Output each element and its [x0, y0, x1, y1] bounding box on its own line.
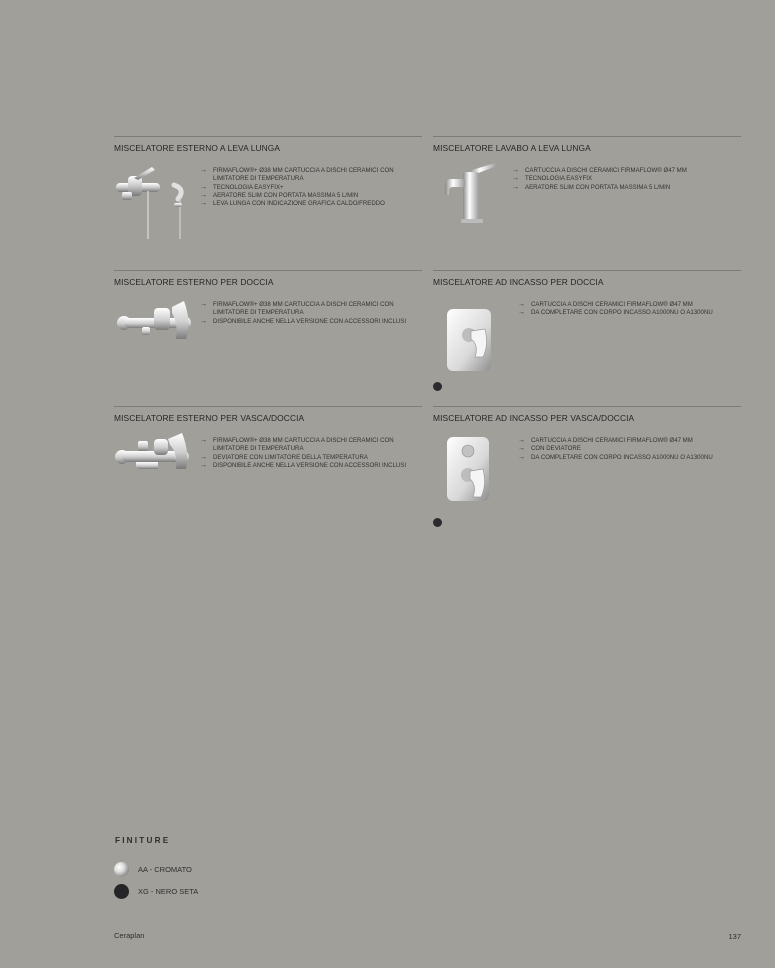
- feature-list: [518, 301, 713, 318]
- list-item: → DEVIATORE CON LIMITATORE DELLA TEMPERATURA: [200, 453, 368, 461]
- arrow-right-icon: →: [200, 317, 207, 325]
- arrow-right-icon: →: [518, 453, 525, 461]
- finiture-heading: FINITURE: [115, 836, 171, 845]
- product-block: [114, 406, 422, 469]
- finish-item-nero-seta: [114, 883, 198, 899]
- list-item: → AERATORE SLIM CON PORTATA MASSIMA 5 L/MIN: [512, 183, 671, 191]
- list-item: → FIRMAFLOW®+ Ø38 MM CARTUCCIA A DISCHI CERAMICI CON LIMITATORE DI TEMPERATURA: [200, 437, 394, 453]
- list-item: → DISPONIBILE ANCHE NELLA VERSIONE CON ACCESSORI INCLUSI: [200, 461, 407, 469]
- list-item: → FIRMAFLOW®+ Ø38 MM CARTUCCIA A DISCHI CERAMICI CON LIMITATORE DI TEMPERATURA: [200, 301, 394, 317]
- list-item: → TECNOLOGIA EASYFIX+: [200, 183, 284, 191]
- arrow-right-icon: →: [518, 437, 525, 444]
- product-block: [433, 270, 741, 317]
- finish-dot-nero-seta: [433, 382, 442, 391]
- finish-dot-nero-seta: [433, 518, 442, 527]
- list-item: → DISPONIBILE ANCHE NELLA VERSIONE CON ACCESSORI INCLUSI: [200, 317, 407, 325]
- finish-item-cromato: [114, 861, 192, 877]
- product-title: MISCELATORE AD INCASSO PER DOCCIA: [433, 277, 604, 287]
- product-block: [433, 406, 741, 461]
- product-title: MISCELATORE AD INCASSO PER VASCA/DOCCIA: [433, 413, 635, 423]
- feature-list: [200, 167, 422, 208]
- list-item: → DA COMPLETARE CON CORPO INCASSO A1000NU O A1300NU: [518, 309, 713, 317]
- list-item: → CON DEVIATORE: [518, 445, 581, 453]
- chrome-swatch-icon: [114, 862, 129, 877]
- list-item: → CARTUCCIA A DISCHI CERAMICI FIRMAFLOW® Ø47 MM: [518, 437, 693, 444]
- arrow-right-icon: →: [200, 437, 207, 444]
- arrow-right-icon: →: [512, 175, 519, 183]
- feature-list: [518, 437, 713, 462]
- arrow-right-icon: →: [512, 167, 519, 174]
- product-block: [114, 136, 422, 208]
- black-swatch-icon: [114, 884, 129, 899]
- product-title: MISCELATORE ESTERNO A LEVA LUNGA: [114, 143, 281, 153]
- arrow-right-icon: →: [512, 183, 519, 191]
- list-item: → DA COMPLETARE CON CORPO INCASSO A1000NU O A1300NU: [518, 453, 713, 461]
- list-item: → CARTUCCIA A DISCHI CERAMICI FIRMAFLOW® Ø47 MM: [512, 167, 687, 174]
- arrow-right-icon: →: [200, 453, 207, 461]
- shower-mixer-image: [114, 293, 194, 375]
- finish-label: AA - CROMATO: [138, 864, 192, 874]
- arrow-right-icon: →: [200, 167, 207, 174]
- product-title: MISCELATORE ESTERNO PER VASCA/DOCCIA: [114, 413, 305, 423]
- finish-label: XG - NERO SETA: [138, 886, 199, 896]
- feature-list: [200, 301, 422, 326]
- feature-list: [200, 437, 422, 470]
- list-item: → TECNOLOGIA EASYFIX: [512, 175, 593, 183]
- concealed-bath-shower-mixer-image: [433, 429, 513, 511]
- brand-name: Ceraplan: [114, 931, 145, 940]
- list-item: → CARTUCCIA A DISCHI CERAMICI FIRMAFLOW® Ø47 MM: [518, 301, 693, 308]
- arrow-right-icon: →: [200, 461, 207, 469]
- product-block: [114, 270, 422, 325]
- arrow-right-icon: →: [200, 183, 207, 191]
- list-item: → FIRMAFLOW®+ Ø38 MM CARTUCCIA A DISCHI CERAMICI CON LIMITATORE DI TEMPERATURA: [200, 167, 394, 183]
- arrow-right-icon: →: [518, 445, 525, 453]
- product-title: MISCELATORE LAVABO A LEVA LUNGA: [433, 143, 591, 153]
- bath-shower-mixer-image: [114, 429, 194, 511]
- arrow-right-icon: →: [518, 301, 525, 308]
- arrow-right-icon: →: [200, 301, 207, 308]
- list-item: → LEVA LUNGA CON INDICAZIONE GRAFICA CALDO/FREDDO: [200, 200, 385, 208]
- concealed-shower-mixer-image: [433, 293, 513, 375]
- basin-mixer-image: [433, 159, 513, 241]
- page-number: 137: [728, 932, 741, 941]
- feature-list: [512, 167, 687, 192]
- product-block: [433, 136, 741, 191]
- arrow-right-icon: →: [200, 191, 207, 199]
- bath-shower-mixer-image: [114, 159, 194, 241]
- arrow-right-icon: →: [200, 200, 207, 208]
- arrow-right-icon: →: [518, 309, 525, 317]
- list-item: → AERATORE SLIM CON PORTATA MASSIMA 5 L/MIN: [200, 191, 359, 199]
- product-title: MISCELATORE ESTERNO PER DOCCIA: [114, 277, 274, 287]
